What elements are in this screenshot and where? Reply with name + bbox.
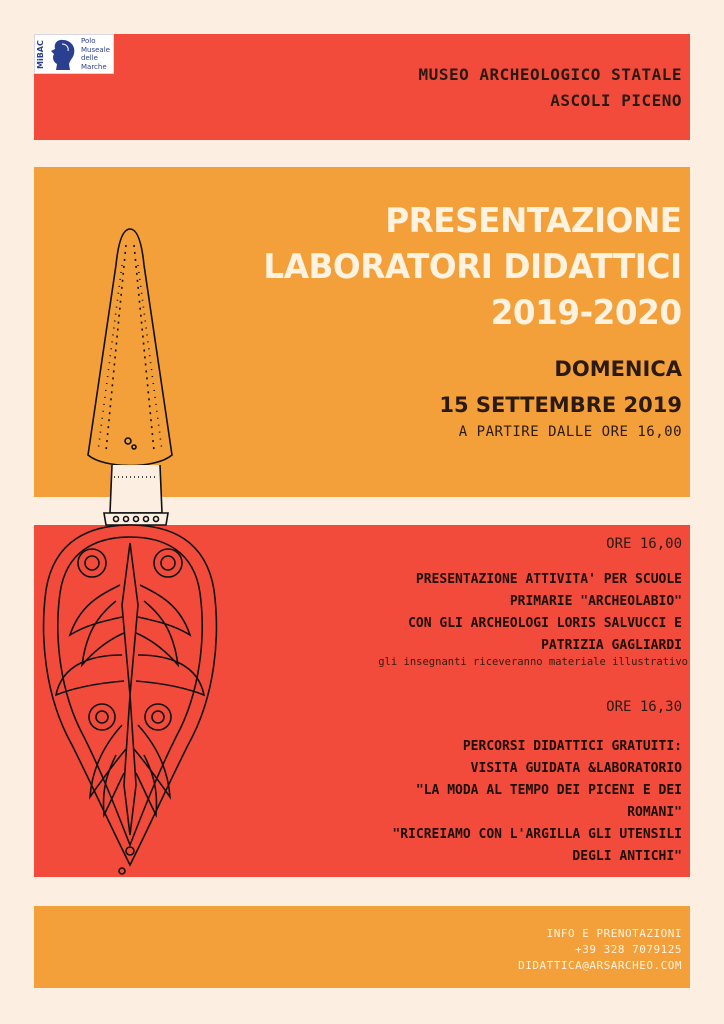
logo-side-text: MiBAC bbox=[36, 40, 45, 70]
artifact-illustration bbox=[30, 225, 230, 890]
event-date bbox=[439, 351, 682, 423]
logo-text: Polo Museale delle Marche bbox=[81, 37, 110, 71]
title-line-3: 2019-2020 bbox=[491, 293, 682, 333]
program-time-1: ORE 16,00 bbox=[606, 536, 682, 552]
title-line-1: PRESENTAZIONE bbox=[385, 201, 682, 241]
event-title bbox=[264, 198, 682, 336]
profile-head-icon bbox=[48, 38, 80, 72]
museum-name bbox=[419, 62, 682, 114]
program-2-line-1: PERCORSI DIDATTICI GRATUITI: bbox=[462, 739, 682, 754]
program-2-line-6: DEGLI ANTICHI" bbox=[572, 849, 682, 864]
contact-phone[interactable]: +39 328 7079125 bbox=[575, 943, 682, 956]
date-full: 15 SETTEMBRE 2019 bbox=[439, 393, 682, 417]
program-2-line-5: "RICREIAMO CON L'ARGILLA GLI UTENSILI bbox=[392, 827, 682, 842]
program-1-line-1: PRESENTAZIONE ATTIVITA' PER SCUOLE bbox=[415, 572, 682, 587]
title-line-2: LABORATORI DIDATTICI bbox=[263, 247, 682, 287]
program-1-line-4: PATRIZIA GAGLIARDI bbox=[541, 638, 682, 653]
museum-line-1: MUSEO ARCHEOLOGICO STATALE bbox=[418, 65, 682, 84]
program-2-line-2: VISITA GUIDATA &LABORATORIO bbox=[470, 761, 682, 776]
mibac-logo bbox=[34, 34, 114, 74]
program-item-2 bbox=[392, 736, 682, 868]
program-item-1 bbox=[408, 569, 682, 657]
museum-line-2: ASCOLI PICENO bbox=[550, 91, 682, 110]
start-time: A PARTIRE DALLE ORE 16,00 bbox=[458, 424, 682, 440]
contact-label: INFO E PRENOTAZIONI bbox=[546, 927, 682, 940]
date-day: DOMENICA bbox=[554, 357, 682, 381]
program-1-line-3: CON GLI ARCHEOLOGI LORIS SALVUCCI E bbox=[408, 616, 682, 631]
program-1-note: gli insegnanti riceveranno materiale illustrativo bbox=[378, 656, 688, 668]
program-time-2: ORE 16,30 bbox=[606, 699, 682, 715]
contact-info bbox=[518, 926, 682, 974]
program-2-line-3: "LA MODA AL TEMPO DEI PICENI E DEI bbox=[415, 783, 682, 798]
program-2-line-4: ROMANI" bbox=[627, 805, 682, 820]
program-1-line-2: PRIMARIE "ARCHEOLABIO" bbox=[509, 594, 682, 609]
contact-email[interactable]: DIDATTICA@ARSARCHEO.COM bbox=[518, 959, 682, 972]
